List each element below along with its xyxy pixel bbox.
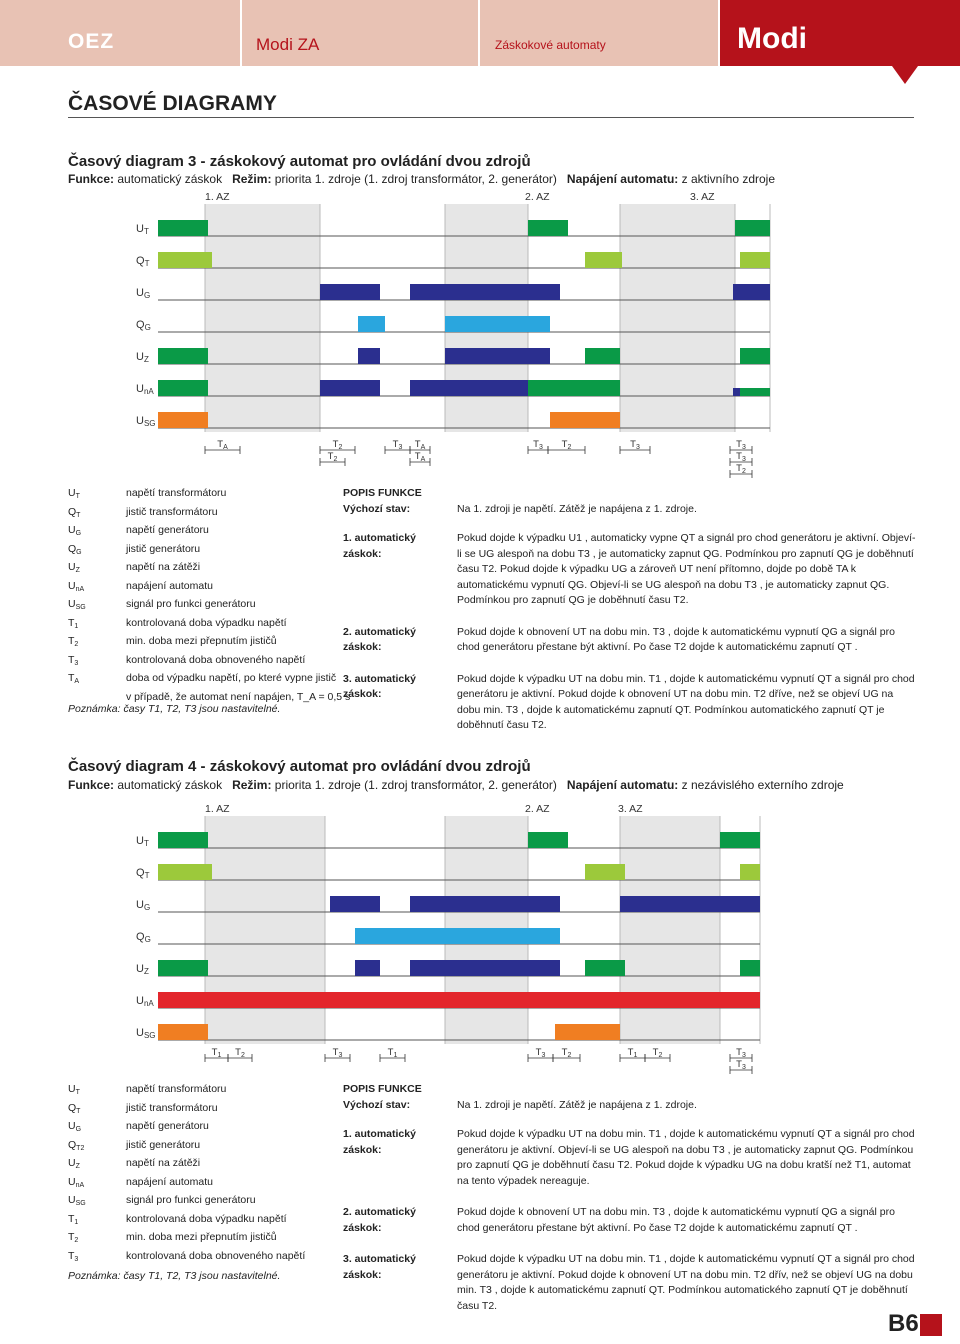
legend-symbol: $T_2$ — [68, 1231, 79, 1244]
legend-text: napětí generátoru — [126, 524, 209, 536]
legend-text: kontrolovaná doba obnoveného napětí — [126, 1249, 306, 1262]
legend-text: signál pro funkci generátoru — [126, 1194, 256, 1206]
legend-row — [68, 1101, 305, 1120]
function-row — [343, 1205, 923, 1236]
legend-row — [68, 653, 350, 672]
oez-logo: OEZ — [68, 30, 115, 53]
legend-symbol: $U_G$ — [68, 1120, 82, 1133]
legend-symbol: $T_2$ — [68, 635, 79, 648]
signal-label: QT — [136, 255, 150, 268]
legend-row — [68, 486, 350, 505]
legend-row — [68, 542, 350, 561]
function-row — [343, 1127, 923, 1189]
timing-label: $T_3$ — [736, 451, 746, 463]
diagram4-title: Časový diagram 4 - záskokový automat pro ovládání dvou zdrojů — [68, 758, 531, 775]
legend-row — [68, 597, 350, 616]
signal-bar — [445, 348, 550, 364]
signal-bar — [158, 992, 760, 1008]
signal-bar — [410, 896, 560, 912]
signal-bar — [740, 348, 770, 364]
legend-row — [68, 1175, 305, 1194]
function-row — [343, 502, 923, 518]
legend-text: min. doba mezi přepnutím jističů — [126, 635, 277, 647]
signal-bar — [585, 348, 620, 364]
legend-symbol: $T_1$ — [68, 1212, 79, 1226]
signal-label: USG — [136, 1027, 156, 1040]
az-label: 1. AZ — [205, 191, 230, 203]
legend-row — [68, 1212, 305, 1231]
signal-bar — [355, 928, 560, 944]
az-label: 1. AZ — [205, 803, 230, 815]
legend-symbol: $U_{nA}$ — [68, 1175, 85, 1189]
signal-bar — [528, 832, 568, 848]
timing-label: $T_1$ — [387, 1047, 398, 1059]
function-row — [343, 1252, 923, 1314]
legend-symbol: $Q_{T2}$ — [68, 1138, 85, 1152]
legend-symbol: $U_T$ — [68, 1083, 80, 1096]
signal-bar — [320, 284, 380, 300]
function-row — [343, 531, 923, 609]
diagram3-title: Časový diagram 3 - záskokový automat pro ovládání dvou zdrojů — [68, 153, 531, 170]
timing-label: $T_2$ — [736, 463, 746, 475]
az-label: 3. AZ — [690, 191, 715, 203]
page-title: ČASOVÉ DIAGRAMY — [68, 92, 277, 115]
timing-label: $T_3$ — [533, 439, 543, 451]
signal-bar — [585, 252, 622, 268]
popis-title: POPIS FUNKCE — [343, 487, 422, 499]
signal-bar — [158, 864, 212, 880]
signal-bar — [445, 316, 550, 332]
function-value: Pokud dojde k výpadku UT na dobu min. T1 , dojde k automatickému vypnutí QT a signál pro chod generátoru je aktivní. Pokud dojde k obnovení UT na dobu min. T2 dříve, než se objeví UG na dobu min. T3 , dojde k automatickému zapnutí QT. Podmínkou automatického zapnutí QT je doběhnutí času T2. — [457, 672, 915, 731]
signal-bar — [358, 348, 380, 364]
signal-bar — [358, 316, 385, 332]
timing-label: $T_A$ — [217, 439, 228, 451]
shade-band — [205, 204, 320, 432]
legend-text: signál pro funkci generátoru — [126, 598, 256, 610]
shade-band — [620, 816, 720, 1044]
legend-row — [68, 579, 350, 598]
product-area — [242, 0, 478, 66]
diagram3-legend — [68, 486, 350, 705]
category-name: Záskokové automaty — [495, 38, 606, 52]
legend-symbol: $U_T$ — [68, 487, 80, 500]
diagram4-legend — [68, 1082, 305, 1267]
shade-band — [620, 204, 735, 432]
az-label: 2. AZ — [525, 803, 550, 815]
signal-bar — [740, 960, 760, 976]
function-value: Pokud dojde k výpadku UT na dobu min. T1 , dojde k automatickému vypnutí QT a signál pro chod generátoru je aktivní. Pokud dojde k obnovení UT na dobu min. T2 dřív, než se objeví UG na dobu min. T3 , dojde k automatickému zapnutí QT. Podmínkou automatického zapnutí QT je doběhnutí času T2. — [457, 1253, 915, 1312]
signal-bar — [735, 220, 770, 236]
function-row — [343, 625, 923, 656]
signal-label: UZ — [136, 351, 149, 364]
legend-text: jistič transformátoru — [126, 505, 218, 518]
legend-text: napětí na zátěži — [126, 561, 201, 573]
legend-symbol: $U_{SG}$ — [68, 598, 86, 611]
signal-bar — [528, 220, 568, 236]
az-label: 3. AZ — [618, 803, 643, 815]
diagram4-function-description — [343, 1082, 923, 1330]
page-corner-mark — [920, 1314, 942, 1336]
timing-label: $T_2$ — [332, 439, 343, 451]
popis-title: POPIS FUNKCE — [343, 1083, 422, 1095]
function-value: Pokud dojde k výpadku UT na dobu min. T1 , dojde k automatickému vypnutí QT a signál pro chod generátoru je aktivní. Objeví-li se UG alespoň na dobu T3 , je automaticky zapnut QG. Podmínkou pro zapnutí QG je doběhnutí času T2. Pokud dojde k výpadku UG na dobu kratší než T1, automat na tento výpadek nereaguje. — [457, 1128, 915, 1187]
legend-text: kontrolovaná doba výpadku napětí — [126, 616, 287, 629]
signal-bar — [555, 1024, 620, 1040]
function-key: Výchozí stav: — [343, 502, 411, 515]
timing-label: $T_3$ — [736, 1059, 746, 1071]
legend-symbol: $T_1$ — [68, 616, 79, 630]
page-header — [0, 0, 960, 90]
legend-symbol: $Q_T$ — [68, 505, 81, 519]
logo-area — [0, 0, 240, 66]
legend-text: napájení automatu — [126, 1175, 213, 1188]
function-value: Na 1. zdroji je napětí. Zátěž je napájena z 1. zdroje. — [457, 1098, 697, 1111]
legend-row — [68, 1138, 305, 1157]
signal-bar — [620, 896, 760, 912]
signal-bar — [158, 412, 208, 428]
signal-bar — [158, 1024, 208, 1040]
signal-bar — [740, 252, 770, 268]
az-label: 2. AZ — [525, 191, 550, 203]
function-key: 3. automatický záskok: — [343, 672, 416, 700]
legend-text: kontrolovaná doba obnoveného napětí — [126, 653, 306, 666]
function-value: Pokud dojde k obnovení UT na dobu min. T3 , dojde k automatickému vypnutí QG a signál pro chod generátoru přestane být aktivní. Po čase T2 dojde k automatickému zapnutí QT . — [457, 1206, 895, 1234]
signal-label: UT — [136, 835, 149, 848]
function-key: Výchozí stav: — [343, 1098, 411, 1111]
legend-text: napětí transformátoru — [126, 487, 227, 499]
legend-row — [68, 1193, 305, 1212]
function-value: Pokud dojde k obnovení UT na dobu min. T3 , dojde k automatickému vypnutí QG a signál pro chod generátoru přestane být aktivní. Po čase T2 dojde k automatickému zapnutí QT . — [457, 625, 895, 653]
timing-label: $T_3$ — [535, 1047, 546, 1059]
legend-symbol: $Q_T$ — [68, 1101, 81, 1115]
legend-symbol: $U_{SG}$ — [68, 1194, 86, 1207]
signal-bar — [158, 960, 208, 976]
legend-text: min. doba mezi přepnutím jističů — [126, 1231, 277, 1243]
signal-label: QG — [136, 319, 151, 332]
shade-band — [205, 816, 325, 1044]
function-key: 2. automatický záskok: — [343, 1206, 416, 1234]
signal-bar — [158, 380, 208, 396]
legend-symbol: $Q_G$ — [68, 542, 82, 556]
timing-diagram-3 — [0, 188, 960, 488]
legend-row — [68, 505, 350, 524]
legend-row — [68, 1082, 305, 1101]
signal-bar — [355, 960, 380, 976]
signal-bar — [550, 412, 620, 428]
diagram4-note: Poznámka: časy T1, T2, T3 jsou nastavitelné. — [68, 1270, 281, 1282]
signal-bar — [410, 284, 560, 300]
signal-bar — [585, 960, 625, 976]
function-key: 2. automatický záskok: — [343, 625, 416, 653]
page-number: B6 — [888, 1310, 919, 1337]
diagram3-note: Poznámka: časy T1, T2, T3 jsou nastavitelné. — [68, 703, 281, 715]
signal-bar — [733, 284, 770, 300]
legend-text: napětí generátoru — [126, 1120, 209, 1132]
timing-label: $T_2$ — [327, 451, 338, 463]
legend-text: v případě, že automat není napájen, T_A = 0,5 s — [126, 690, 351, 703]
timing-label: $T_2$ — [561, 439, 572, 451]
timing-diagram-4 — [0, 796, 960, 1082]
timing-label: $T_A$ — [414, 439, 426, 451]
signal-label: QT — [136, 867, 150, 880]
timing-label: $T_2$ — [235, 1047, 245, 1059]
brand-name: Modi — [737, 22, 807, 55]
signal-label: UnA — [136, 995, 154, 1008]
legend-symbol: $U_{nA}$ — [68, 579, 85, 593]
signal-bar — [585, 864, 625, 880]
signal-bar — [528, 380, 620, 396]
signal-label: UG — [136, 899, 151, 912]
legend-symbol: $T_A$ — [68, 672, 80, 685]
signal-label: UnA — [136, 383, 154, 396]
legend-text: doba od výpadku napětí, po které vypne jistič — [126, 672, 337, 684]
legend-symbol: $U_G$ — [68, 524, 82, 537]
function-value: Na 1. zdroji je napětí. Zátěž je napájena z 1. zdroje. — [457, 502, 697, 515]
title-rule — [68, 117, 914, 118]
function-value: Pokud dojde k výpadku U1 , automaticky vypne QT a signál pro chod generátoru je aktivní. Objeví-li se UG alespoň na dobu T3 , je automaticky zapnut QG. Podmínkou pro zapnutí QG je doběhnutí času T2. Pokud dojde k výpadku UG a zároveň UT není přítomno, dojde po době TA k automatickému vypnutí QG. Objeví-li se UG alespoň na dobu T3 , je automaticky zapnut QG. Podmínkou pro zapnutí QG je doběhnutí času T2. — [457, 532, 916, 606]
product-name: Modi ZA — [256, 35, 320, 54]
signal-bar — [720, 832, 760, 848]
timing-label: $T_3$ — [392, 439, 403, 451]
legend-row — [68, 671, 350, 690]
category-area — [480, 0, 718, 66]
signal-bar — [158, 348, 208, 364]
legend-text: kontrolovaná doba výpadku napětí — [126, 1212, 287, 1225]
legend-symbol: $T_3$ — [68, 653, 79, 667]
legend-row — [68, 523, 350, 542]
legend-text: napětí na zátěži — [126, 1157, 201, 1169]
signal-label: QG — [136, 931, 151, 944]
legend-text: napětí transformátoru — [126, 1083, 227, 1095]
timing-label: $T_1$ — [627, 1047, 638, 1059]
timing-label: $T_3$ — [332, 1047, 343, 1059]
legend-row — [68, 560, 350, 579]
legend-text: jistič transformátoru — [126, 1101, 218, 1114]
signal-bar — [320, 380, 380, 396]
timing-label: $T_3$ — [736, 439, 746, 451]
timing-label: $T_3$ — [736, 1047, 746, 1059]
signal-label: USG — [136, 415, 156, 428]
signal-label: UZ — [136, 963, 149, 976]
legend-symbol: $U_Z$ — [68, 561, 80, 574]
signal-bar — [410, 960, 560, 976]
function-row — [343, 1098, 923, 1114]
legend-row — [68, 1156, 305, 1175]
timing-label: $T_1$ — [211, 1047, 222, 1059]
timing-label: $T_3$ — [630, 439, 640, 451]
function-key: 3. automatický záskok: — [343, 1253, 416, 1281]
diagram3-subtitle: Funkce: automatický záskok Režim: priorita 1. zdroje (1. zdroj transformátor, 2. generátor) Napájení automatu: z aktivního zdroje — [68, 172, 776, 186]
timing-label: $T_2$ — [561, 1047, 572, 1059]
legend-text: jistič generátoru — [126, 542, 201, 555]
legend-row — [68, 634, 350, 653]
diagram4-subtitle: Funkce: automatický záskok Režim: priorita 1. zdroje (1. zdroj transformátor, 2. generátor) Napájení automatu: z nezávislého externího zdroje — [68, 778, 844, 792]
timing-label: $T_2$ — [652, 1047, 663, 1059]
legend-row — [68, 1230, 305, 1249]
signal-bar — [158, 252, 212, 268]
legend-row — [68, 1119, 305, 1138]
legend-symbol: $T_3$ — [68, 1249, 79, 1263]
legend-row — [68, 616, 350, 635]
legend-text: napájení automatu — [126, 579, 213, 592]
signal-bar — [740, 388, 770, 396]
legend-text: jistič generátoru — [126, 1138, 201, 1151]
signal-label: UT — [136, 223, 149, 236]
signal-bar — [158, 832, 208, 848]
signal-bar — [740, 864, 760, 880]
signal-bar — [410, 380, 528, 396]
brand-triangle — [892, 66, 918, 84]
function-key: 1. automatický záskok: — [343, 532, 416, 560]
signal-label: UG — [136, 287, 151, 300]
legend-row — [68, 1249, 305, 1268]
signal-bar — [158, 220, 208, 236]
signal-bar — [330, 896, 380, 912]
function-key: 1. automatický záskok: — [343, 1128, 416, 1156]
timing-label: $T_A$ — [414, 451, 426, 463]
legend-symbol: $U_Z$ — [68, 1157, 80, 1170]
function-row — [343, 672, 923, 734]
diagram3-function-description — [343, 486, 923, 750]
